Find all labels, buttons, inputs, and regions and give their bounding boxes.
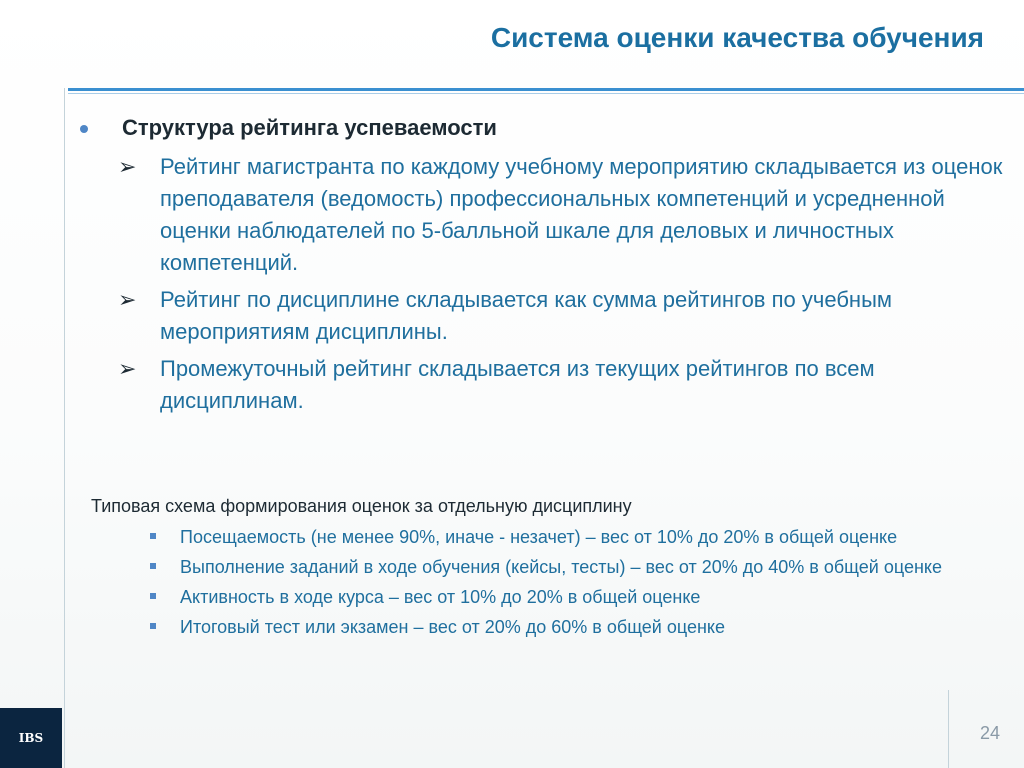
list-item <box>118 353 1018 417</box>
arrow-bullet-icon: ➢ <box>118 287 137 312</box>
square-bullet-icon <box>150 623 156 629</box>
arrow-bullet-icon: ➢ <box>118 356 137 381</box>
list-item-text: Рейтинг магистранта по каждому учебному мероприятию складывается из оценок преподавателя (ведомость) профессиональных компетенций и усредненной оценки наблюдателей по 5-балльной шкале для деловых и личностных компетенций. <box>160 154 1003 275</box>
square-bullet-icon <box>150 563 156 569</box>
rating-points-list <box>118 151 1018 422</box>
list-item <box>150 613 1010 641</box>
list-item <box>118 151 1018 279</box>
logo-text: IBS <box>18 731 44 745</box>
list-item-text: Посещаемость (не менее 90%, иначе - незачет) – вес от 10% до 20% в общей оценке <box>180 527 898 547</box>
top-divider <box>68 88 1024 91</box>
list-item-text: Выполнение заданий в ходе обучения (кейсы, тесты) – вес от 20% до 40% в общей оценке <box>180 557 942 577</box>
list-item-text: Промежуточный рейтинг складывается из текущих рейтингов по всем дисциплинам. <box>160 356 875 413</box>
list-item <box>118 284 1018 348</box>
right-divider <box>948 690 949 768</box>
list-item <box>150 523 1010 551</box>
left-divider <box>64 88 65 768</box>
arrow-bullet-icon: ➢ <box>118 154 137 179</box>
square-bullet-icon <box>150 533 156 539</box>
ibs-logo <box>0 708 62 768</box>
list-item-text: Итоговый тест или экзамен – вес от 20% до 60% в общей оценке <box>180 617 726 637</box>
round-bullet-icon <box>80 125 88 133</box>
list-item-text: Рейтинг по дисциплине складывается как сумма рейтингов по учебным мероприятиям дисциплины. <box>160 287 893 344</box>
section-heading-row <box>80 112 497 144</box>
page-number: 24 <box>979 723 1000 743</box>
list-item <box>150 583 1010 611</box>
section-heading: Структура рейтинга успеваемости <box>122 115 497 140</box>
top-divider-secondary <box>68 93 1024 94</box>
list-item <box>150 553 1010 581</box>
schema-title: Типовая схема формирования оценок за отдельную дисциплину <box>91 496 632 516</box>
square-bullet-icon <box>150 593 156 599</box>
page-title: Система оценки качества обучения <box>490 22 984 53</box>
schema-items-list <box>150 523 1010 643</box>
list-item-text: Активность в ходе курса – вес от 10% до 20% в общей оценке <box>180 587 701 607</box>
